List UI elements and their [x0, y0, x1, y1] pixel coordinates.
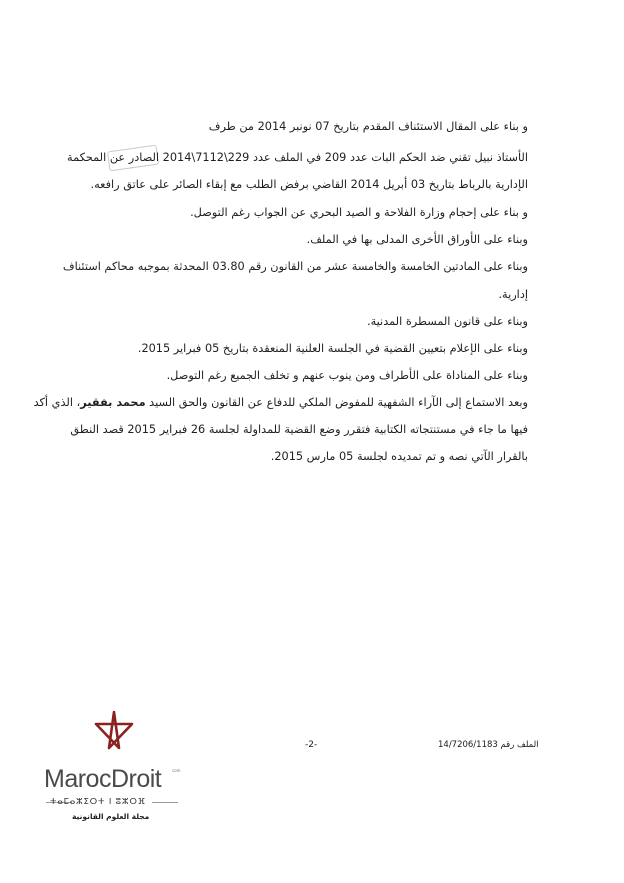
paragraph-10: وبناء على المناداة على الأطراف ومن ينوب عنهم و تخلف الجميع رغم التوصل. [166, 369, 528, 382]
paragraph-3: الإدارية بالرباط بتاريخ 03 أبريل 2014 القاضي برفض الطلب مع إبقاء الصائر على عاتق رافعه. [90, 178, 528, 191]
commissioner-text-after: ، الذي أكد [33, 396, 81, 409]
paragraph-8: وبناء على قانون المسطرة المدنية. [367, 315, 528, 328]
paragraph-7: إدارية. [498, 288, 528, 301]
paragraph-12: بالقرار الآتي نصه و تم تمديده لجلسة 05 مارس 2015. [270, 450, 528, 463]
paragraph-9: وبناء على الإعلام بتعيين القضية في الجلسة العلنية المنعقدة بتاريخ 05 فبراير 2015. [137, 342, 528, 355]
logo-name: MarocDroit [44, 765, 162, 793]
logo-arabic-tagline: مجلة العلوم القانونية [72, 812, 150, 821]
logo-divider-right [152, 802, 178, 803]
commissioner-text-before: وبعد الاستماع إلى الآراء الشفهية للمفوض الملكي للدفاع عن القانون والحق السيد [145, 396, 528, 409]
marocdroit-logo [44, 710, 184, 835]
paragraph-11: فيها ما جاء في مستنتجاته الكتابية فتقرر وضع القضية للمداولة لجلسة 26 فبراير 2015 قصد النطق [70, 423, 528, 436]
paragraph-5: وبناء على الأوراق الأخرى المدلى بها في الملف. [306, 233, 528, 246]
page-number: -2- [305, 740, 318, 750]
logo-tifinagh: ⵜⴰⵎⴰⵣⵉⵔⵜ ⵏ ⵓⵣⵔⴼ [50, 797, 146, 807]
commissioner-name: محمد بفقير [80, 396, 146, 409]
paragraph-2: الأستاذ نبيل تقني ضد الحكم البات عدد 209 في الملف عدد 229\7112\2014 الصادر عن المحكمة [67, 151, 528, 164]
paragraph-4: و بناء على إحجام وزارة الفلاحة و الصيد البحري عن الجواب رغم التوصل. [190, 206, 528, 219]
star-icon [94, 710, 134, 750]
paragraph-commissioner [33, 396, 528, 409]
paragraph-6: وبناء على المادتين الخامسة والخامسة عشر من القانون رقم 03.80 المحدثة بموجبه محاكم استئناف [62, 260, 528, 273]
logo-tm: com [172, 768, 181, 773]
paragraph-1: و بناء على المقال الاستئناف المقدم بتاريخ 07 نونبر 2014 من طرف [208, 120, 528, 133]
file-number: الملف رقم 14/7206/1183 [438, 740, 539, 750]
